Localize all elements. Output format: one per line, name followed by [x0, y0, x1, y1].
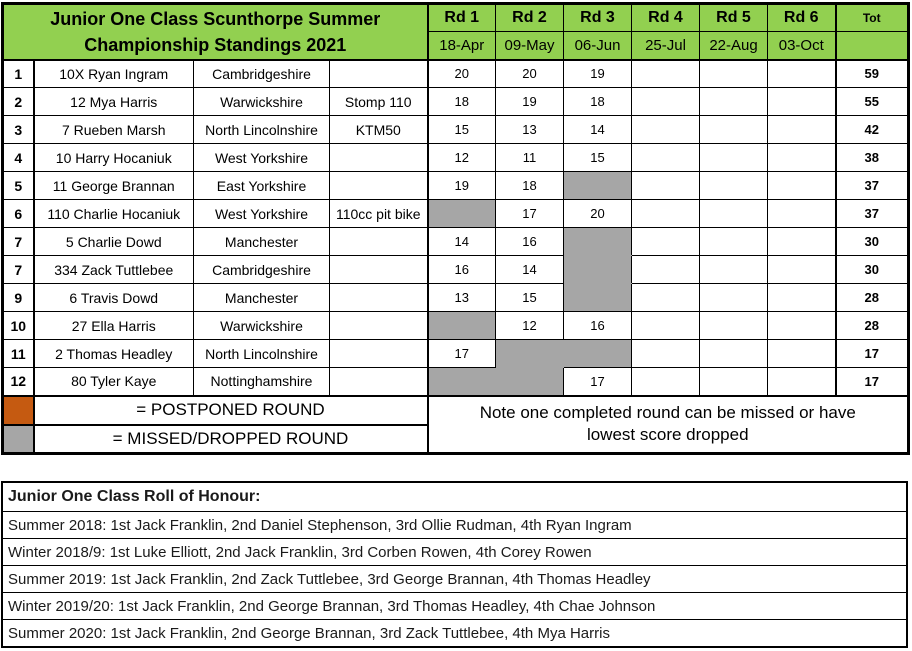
- position-cell[interactable]: 10: [3, 312, 34, 340]
- score-cell-rd5[interactable]: [700, 200, 768, 228]
- score-cell-rd2[interactable]: [496, 368, 564, 396]
- total-cell[interactable]: 28: [836, 312, 909, 340]
- score-cell-rd3[interactable]: 20: [564, 200, 632, 228]
- legend-missed-label[interactable]: = MISSED/DROPPED ROUND: [34, 425, 428, 454]
- rider-cell[interactable]: 7 Rueben Marsh: [34, 116, 194, 144]
- standings-title-line-2: Championship Standings 2021: [84, 34, 347, 55]
- position-cell[interactable]: 1: [3, 60, 34, 88]
- postponed-swatch[interactable]: [3, 396, 34, 425]
- roll-of-honour-entry[interactable]: Summer 2019: 1st Jack Franklin, 2nd Zack Tuttlebee, 3rd George Brannan, 4th Thomas Headley: [3, 565, 906, 592]
- county-cell[interactable]: Cambridgeshire: [194, 256, 330, 284]
- roll-of-honour-title[interactable]: Junior One Class Roll of Honour:: [8, 488, 261, 505]
- missed-swatch[interactable]: [3, 425, 34, 454]
- standings-row: [3, 228, 909, 256]
- rider-cell[interactable]: 10X Ryan Ingram: [34, 60, 194, 88]
- rider-cell[interactable]: 5 Charlie Dowd: [34, 228, 194, 256]
- bike-cell[interactable]: [330, 284, 428, 312]
- score-cell-rd4[interactable]: [632, 368, 700, 396]
- bike-cell[interactable]: [330, 340, 428, 368]
- score-cell-rd2[interactable]: 17: [496, 200, 564, 228]
- round-date-1[interactable]: 18-Apr: [428, 32, 496, 60]
- standings-row: [3, 284, 909, 312]
- standings-title-cell[interactable]: [3, 4, 428, 60]
- total-cell[interactable]: 37: [836, 172, 909, 200]
- rider-cell[interactable]: 80 Tyler Kaye: [34, 368, 194, 396]
- score-cell-rd5[interactable]: [700, 60, 768, 88]
- score-cell-rd6[interactable]: [768, 228, 836, 256]
- total-cell[interactable]: 30: [836, 256, 909, 284]
- score-cell-rd1[interactable]: 16: [428, 256, 496, 284]
- total-cell[interactable]: 59: [836, 60, 909, 88]
- score-cell-rd4[interactable]: [632, 284, 700, 312]
- score-cell-rd5[interactable]: [700, 340, 768, 368]
- roll-of-honour-panel: [1, 481, 908, 648]
- county-cell[interactable]: North Lincolnshire: [194, 340, 330, 368]
- score-cell-rd6[interactable]: [768, 368, 836, 396]
- note-cell[interactable]: [428, 396, 909, 454]
- score-cell-rd6[interactable]: [768, 200, 836, 228]
- score-cell-rd4[interactable]: [632, 340, 700, 368]
- total-cell[interactable]: 30: [836, 228, 909, 256]
- round-header-1[interactable]: Rd 1: [428, 4, 496, 32]
- county-cell[interactable]: Warwickshire: [194, 312, 330, 340]
- score-cell-rd3[interactable]: [564, 340, 632, 368]
- score-cell-rd2[interactable]: 16: [496, 228, 564, 256]
- bike-cell[interactable]: [330, 172, 428, 200]
- rider-cell[interactable]: 12 Mya Harris: [34, 88, 194, 116]
- rider-cell[interactable]: 2 Thomas Headley: [34, 340, 194, 368]
- score-cell-rd4[interactable]: [632, 144, 700, 172]
- round-date-6[interactable]: 03-Oct: [768, 32, 836, 60]
- score-cell-rd3[interactable]: 17: [564, 368, 632, 396]
- note-line-2: lowest score dropped: [586, 425, 749, 445]
- score-cell-rd6[interactable]: [768, 340, 836, 368]
- position-cell[interactable]: 3: [3, 116, 34, 144]
- standings-row: [3, 200, 909, 228]
- score-cell-rd2[interactable]: 14: [496, 256, 564, 284]
- score-cell-rd2[interactable]: 12: [496, 312, 564, 340]
- score-cell-rd4[interactable]: [632, 116, 700, 144]
- score-cell-rd1[interactable]: 15: [428, 116, 496, 144]
- score-cell-rd3[interactable]: [564, 172, 632, 200]
- score-cell-rd1[interactable]: 12: [428, 144, 496, 172]
- total-cell[interactable]: 38: [836, 144, 909, 172]
- score-cell-rd6[interactable]: [768, 60, 836, 88]
- round-header-2[interactable]: Rd 2: [496, 4, 564, 32]
- county-cell[interactable]: Cambridgeshire: [194, 60, 330, 88]
- bike-cell[interactable]: [330, 312, 428, 340]
- score-cell-rd4[interactable]: [632, 312, 700, 340]
- score-cell-rd4[interactable]: [632, 200, 700, 228]
- score-cell-rd5[interactable]: [700, 116, 768, 144]
- score-cell-rd1[interactable]: 19: [428, 172, 496, 200]
- bike-cell[interactable]: [330, 144, 428, 172]
- bike-cell[interactable]: [330, 228, 428, 256]
- position-cell[interactable]: 6: [3, 200, 34, 228]
- roll-of-honour-entry[interactable]: Winter 2018/9: 1st Luke Elliott, 2nd Jack Franklin, 3rd Corben Rowen, 4th Corey Rowen: [3, 538, 906, 565]
- county-cell[interactable]: Manchester: [194, 228, 330, 256]
- score-cell-rd1[interactable]: 14: [428, 228, 496, 256]
- score-cell-rd6[interactable]: [768, 144, 836, 172]
- round-date-5[interactable]: 22-Aug: [700, 32, 768, 60]
- roll-of-honour-entry[interactable]: Winter 2019/20: 1st Jack Franklin, 2nd George Brannan, 3rd Thomas Headley, 4th Chae Johnson: [3, 592, 906, 619]
- standings-row: [3, 60, 909, 88]
- position-cell[interactable]: 5: [3, 172, 34, 200]
- standings-table: [1, 2, 910, 455]
- roll-of-honour-entry[interactable]: Summer 2020: 1st Jack Franklin, 2nd George Brannan, 3rd Zack Tuttlebee, 4th Mya Harris: [3, 619, 906, 646]
- score-cell-rd2[interactable]: 19: [496, 88, 564, 116]
- position-cell[interactable]: 9: [3, 284, 34, 312]
- score-cell-rd1[interactable]: [428, 312, 496, 340]
- total-cell[interactable]: 17: [836, 340, 909, 368]
- score-cell-rd5[interactable]: [700, 368, 768, 396]
- position-cell[interactable]: 12: [3, 368, 34, 396]
- score-cell-rd2[interactable]: 11: [496, 144, 564, 172]
- rider-cell[interactable]: 11 George Brannan: [34, 172, 194, 200]
- legend-postponed-label[interactable]: = POSTPONED ROUND: [34, 396, 428, 425]
- round-header-5[interactable]: Rd 5: [700, 4, 768, 32]
- position-cell[interactable]: 7: [3, 256, 34, 284]
- note-line-1: Note one completed round can be missed or have: [479, 403, 856, 423]
- county-cell[interactable]: Manchester: [194, 284, 330, 312]
- bike-cell[interactable]: KTM50: [330, 116, 428, 144]
- position-cell[interactable]: 11: [3, 340, 34, 368]
- total-cell[interactable]: 55: [836, 88, 909, 116]
- total-cell[interactable]: 28: [836, 284, 909, 312]
- rider-cell[interactable]: 110 Charlie Hocaniuk: [34, 200, 194, 228]
- score-cell-rd4[interactable]: [632, 256, 700, 284]
- county-cell[interactable]: West Yorkshire: [194, 200, 330, 228]
- round-date-3[interactable]: 06-Jun: [564, 32, 632, 60]
- score-cell-rd6[interactable]: [768, 256, 836, 284]
- bike-cell[interactable]: [330, 60, 428, 88]
- score-cell-rd4[interactable]: [632, 88, 700, 116]
- score-cell-rd3[interactable]: 16: [564, 312, 632, 340]
- rider-cell[interactable]: 27 Ella Harris: [34, 312, 194, 340]
- score-cell-rd2[interactable]: 13: [496, 116, 564, 144]
- score-cell-rd4[interactable]: [632, 60, 700, 88]
- score-cell-rd4[interactable]: [632, 172, 700, 200]
- round-header-4[interactable]: Rd 4: [632, 4, 700, 32]
- position-cell[interactable]: 7: [3, 228, 34, 256]
- standings-row: [3, 312, 909, 340]
- score-cell-rd5[interactable]: [700, 228, 768, 256]
- position-cell[interactable]: 2: [3, 88, 34, 116]
- score-cell-rd5[interactable]: [700, 172, 768, 200]
- standings-row: [3, 340, 909, 368]
- score-cell-rd3[interactable]: [564, 284, 632, 312]
- bike-cell[interactable]: Stomp 110: [330, 88, 428, 116]
- standings-row: [3, 88, 909, 116]
- standings-title-line-1: Junior One Class Scunthorpe Summer: [50, 8, 381, 29]
- round-header-3[interactable]: Rd 3: [564, 4, 632, 32]
- score-cell-rd6[interactable]: [768, 172, 836, 200]
- standings-row: [3, 144, 909, 172]
- bike-cell[interactable]: [330, 256, 428, 284]
- rider-cell[interactable]: 334 Zack Tuttlebee: [34, 256, 194, 284]
- score-cell-rd5[interactable]: [700, 88, 768, 116]
- score-cell-rd6[interactable]: [768, 312, 836, 340]
- score-cell-rd6[interactable]: [768, 116, 836, 144]
- bike-cell[interactable]: 110cc pit bike: [330, 200, 428, 228]
- roll-of-honour-list: [3, 511, 906, 646]
- round-date-4[interactable]: 25-Jul: [632, 32, 700, 60]
- standings-row: [3, 172, 909, 200]
- round-header-6[interactable]: Rd 6: [768, 4, 836, 32]
- total-cell[interactable]: 17: [836, 368, 909, 396]
- score-cell-rd1[interactable]: 20: [428, 60, 496, 88]
- standings-row: [3, 116, 909, 144]
- score-cell-rd3[interactable]: 15: [564, 144, 632, 172]
- county-cell[interactable]: West Yorkshire: [194, 144, 330, 172]
- score-cell-rd5[interactable]: [700, 284, 768, 312]
- score-cell-rd5[interactable]: [700, 256, 768, 284]
- score-cell-rd1[interactable]: [428, 368, 496, 396]
- score-cell-rd1[interactable]: 17: [428, 340, 496, 368]
- total-cell[interactable]: 42: [836, 116, 909, 144]
- score-cell-rd2[interactable]: 18: [496, 172, 564, 200]
- score-cell-rd2[interactable]: 15: [496, 284, 564, 312]
- score-cell-rd2[interactable]: 20: [496, 60, 564, 88]
- county-cell[interactable]: North Lincolnshire: [194, 116, 330, 144]
- score-cell-rd3[interactable]: 19: [564, 60, 632, 88]
- total-cell[interactable]: 37: [836, 200, 909, 228]
- standings-row: [3, 256, 909, 284]
- score-cell-rd4[interactable]: [632, 228, 700, 256]
- score-cell-rd3[interactable]: 14: [564, 116, 632, 144]
- score-cell-rd6[interactable]: [768, 88, 836, 116]
- score-cell-rd5[interactable]: [700, 312, 768, 340]
- total-header[interactable]: Tot: [836, 4, 909, 32]
- county-cell[interactable]: Nottinghamshire: [194, 368, 330, 396]
- county-cell[interactable]: East Yorkshire: [194, 172, 330, 200]
- score-cell-rd1[interactable]: 13: [428, 284, 496, 312]
- bike-cell[interactable]: [330, 368, 428, 396]
- score-cell-rd3[interactable]: [564, 256, 632, 284]
- score-cell-rd6[interactable]: [768, 284, 836, 312]
- standings-body: [3, 60, 909, 396]
- total-header-blank[interactable]: [836, 32, 909, 60]
- score-cell-rd1[interactable]: [428, 200, 496, 228]
- score-cell-rd2[interactable]: [496, 340, 564, 368]
- rider-cell[interactable]: 6 Travis Dowd: [34, 284, 194, 312]
- score-cell-rd3[interactable]: [564, 228, 632, 256]
- county-cell[interactable]: Warwickshire: [194, 88, 330, 116]
- roll-of-honour-entry[interactable]: Summer 2018: 1st Jack Franklin, 2nd Daniel Stephenson, 3rd Ollie Rudman, 4th Ryan Ingram: [3, 511, 906, 538]
- standings-row: [3, 368, 909, 396]
- legend-row-postponed: [3, 396, 909, 425]
- score-cell-rd5[interactable]: [700, 144, 768, 172]
- score-cell-rd3[interactable]: 18: [564, 88, 632, 116]
- rider-cell[interactable]: 10 Harry Hocaniuk: [34, 144, 194, 172]
- header-row-rounds: [3, 4, 909, 32]
- score-cell-rd1[interactable]: 18: [428, 88, 496, 116]
- position-cell[interactable]: 4: [3, 144, 34, 172]
- round-date-2[interactable]: 09-May: [496, 32, 564, 60]
